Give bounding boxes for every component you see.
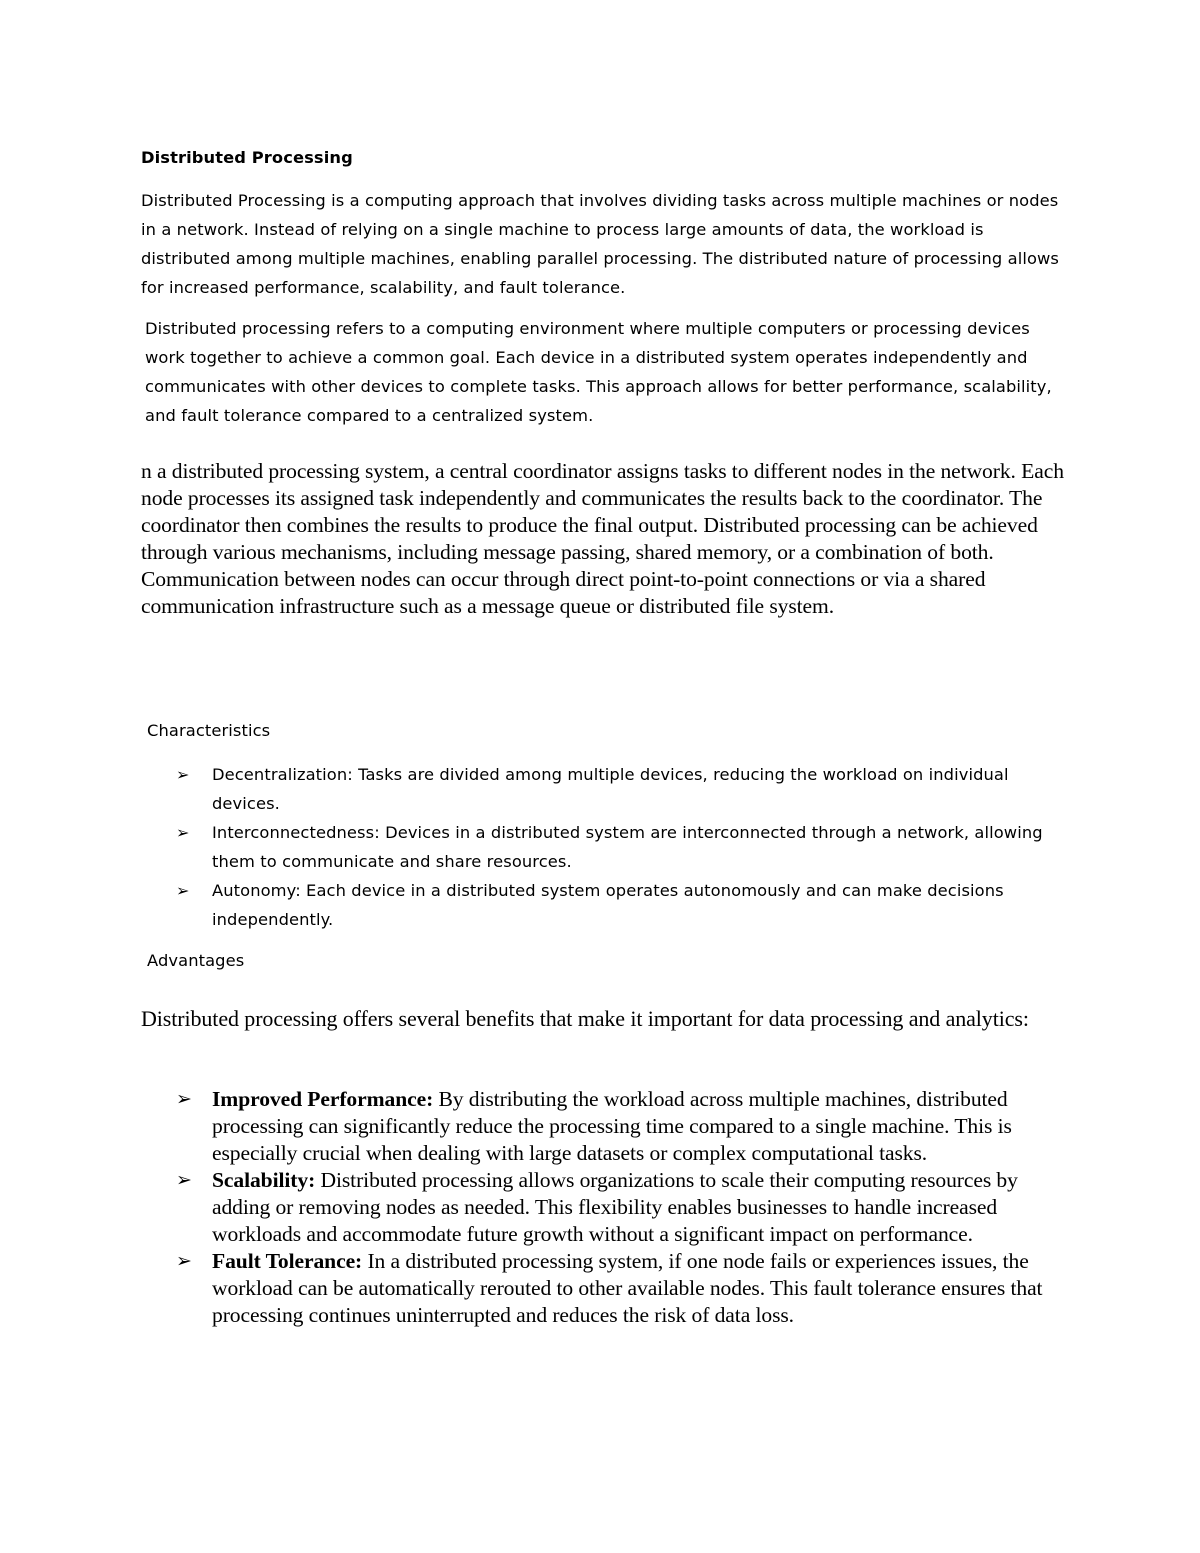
characteristic-text: Decentralization: Tasks are divided among multiple devices, reducing the workload on individual devices. — [212, 765, 1009, 813]
arrow-bullet-icon: ➢ — [176, 823, 190, 842]
advantages-list — [0, 1086, 1070, 1329]
advantage-text: In a distributed processing system, if one node fails or experiences issues, the workload can be automatically rerouted to other available nodes. This fault tolerance ensures that processing continues uninterrupted and reduces the risk of data loss. — [212, 1249, 1043, 1327]
advantage-text: Distributed processing allows organizations to scale their computing resources by adding or removing nodes as needed. This flexibility enables businesses to handle increased workloads and accommodate future growth without a significant impact on performance. — [212, 1168, 1018, 1246]
arrow-bullet-icon: ➢ — [176, 881, 190, 900]
advantage-term: Improved Performance: — [212, 1087, 434, 1111]
advantage-term: Scalability: — [212, 1168, 316, 1192]
list-item — [0, 1248, 1062, 1329]
characteristic-text: Interconnectedness: Devices in a distributed system are interconnected through a network, allowing them to communicate and share resources. — [212, 823, 1043, 871]
advantage-text: By distributing the workload across multiple machines, distributed processing can significantly reduce the processing time compared to a single machine. This is especially crucial when dealing with large datasets or complex computational tasks. — [212, 1087, 1012, 1165]
list-item — [0, 818, 1062, 876]
paragraph-coordinator: n a distributed processing system, a central coordinator assigns tasks to different nodes in the network. Each node processes its assigned task independently and communicates the results back to the coordinator. The coordinator then combines the results to produce the final output. Distributed processing can be achieved through various mechanisms, including message passing, shared memory, or a combination of both. Communication between nodes can occur through direct point-to-point connections or via a shared communication infrastructure such as a message queue or distributed file system. — [141, 459, 1064, 618]
characteristics-list — [0, 760, 1070, 934]
paragraph-intro: Distributed Processing is a computing approach that involves dividing tasks across multiple machines or nodes in a network. Instead of relying on a single machine to process large amounts of data, the workload is distributed among multiple machines, enabling parallel processing. The distributed nature of processing allows for increased performance, scalability, and fault tolerance. — [141, 191, 1060, 297]
characteristic-text: Autonomy: Each device in a distributed system operates autonomously and can make decisions independently. — [212, 881, 1004, 929]
arrow-bullet-icon: ➢ — [176, 1250, 192, 1272]
arrow-bullet-icon: ➢ — [176, 1169, 192, 1191]
list-item — [0, 1086, 1062, 1167]
document-title: Distributed Processing — [141, 148, 353, 167]
list-item — [0, 876, 1062, 934]
advantage-term: Fault Tolerance: — [212, 1249, 363, 1273]
list-item — [0, 1167, 1062, 1248]
advantages-intro: Distributed processing offers several benefits that make it important for data processing and analytics: — [141, 1006, 1029, 1031]
advantages-heading: Advantages — [147, 951, 245, 970]
paragraph-definition: Distributed processing refers to a computing environment where multiple computers or processing devices work together to achieve a common goal. Each device in a distributed system operates independently and communicates with other devices to complete tasks. This approach allows for better performance, scalability, and fault tolerance compared to a centralized system. — [145, 319, 1052, 425]
characteristics-heading: Characteristics — [147, 721, 271, 740]
arrow-bullet-icon: ➢ — [176, 1088, 192, 1110]
list-item — [0, 760, 1062, 818]
arrow-bullet-icon: ➢ — [176, 765, 190, 784]
